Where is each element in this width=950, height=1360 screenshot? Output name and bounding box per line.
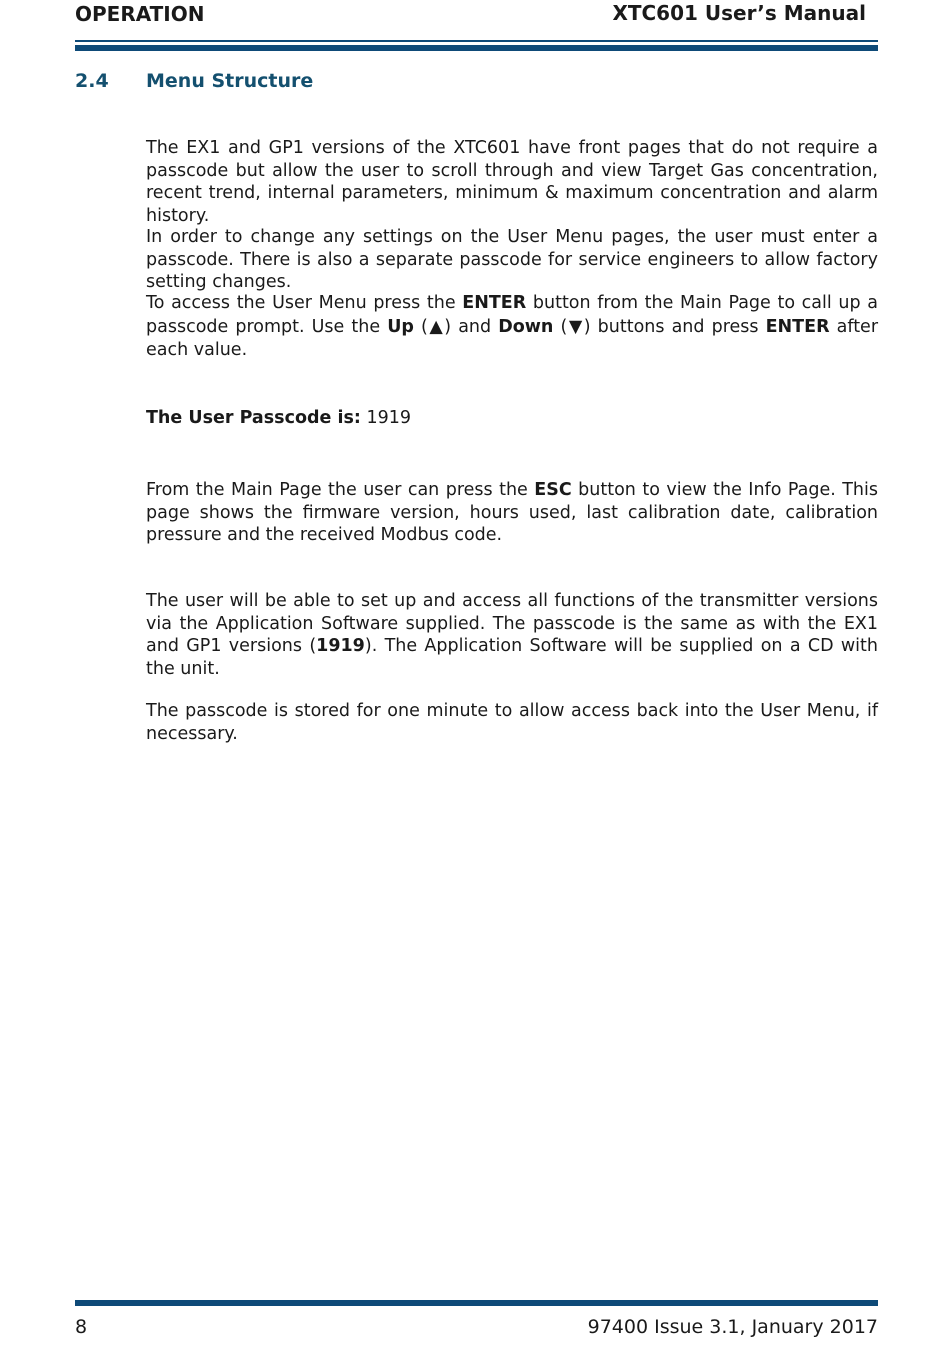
text-run: (▲) and	[413, 316, 499, 337]
header-rule-thin	[75, 40, 878, 42]
text-run: button to view the Info Page. This page shows the firmware version, hours used, last calibration date, calibration pressure and the received Modbus code.	[146, 480, 879, 545]
text-run: ). The Application Software will be supplied on a CD with the unit.	[146, 636, 878, 679]
text-run: From the Main Page the user can press the	[146, 480, 535, 500]
header-rule-thick	[75, 45, 878, 51]
footer-rule	[75, 1300, 878, 1306]
text-run: To access the User Menu press the	[146, 293, 463, 313]
paragraph-application-software	[146, 590, 878, 680]
paragraph-access-user-menu	[146, 292, 878, 363]
user-passcode-value: 1919	[366, 408, 411, 428]
user-passcode-label: The User Passcode is:	[146, 408, 361, 428]
paragraph-user-menu-passcode: In order to change any settings on the User Menu pages, the user must enter a passcode. There is also a separate passcode for service engineers to allow factory setting changes.	[146, 227, 878, 292]
footer-issue: 97400 Issue 3.1, January 2017	[587, 1316, 878, 1338]
header-manual-title: XTC601 User’s Manual	[612, 1, 866, 25]
paragraph-info-page	[146, 479, 878, 547]
section-number: 2.4	[75, 70, 109, 92]
esc-button-ref: ESC	[534, 480, 572, 500]
paragraph-passcode-stored: The passcode is stored for one minute to allow access back into the User Menu, if necessary.	[146, 701, 878, 744]
text-run: after each value.	[146, 316, 879, 360]
down-button-ref: Down	[498, 316, 554, 337]
footer-page-number: 8	[75, 1316, 88, 1338]
header-section-name: OPERATION	[75, 2, 205, 26]
paragraph-front-pages: The EX1 and GP1 versions of the XTC601 have front pages that do not require a passcode but allow the user to scroll through and view Target Gas concentration, recent trend, internal parameters, minimum & maximum concentration and alarm history.	[146, 138, 878, 226]
up-button-ref: Up	[387, 316, 414, 337]
user-passcode-line	[146, 408, 411, 428]
passcode-ref: 1919	[316, 636, 365, 656]
section-title: Menu Structure	[146, 70, 314, 92]
enter-button-ref: ENTER	[765, 316, 830, 337]
text-run: The user will be able to set up and access all functions of the transmitter versions via the Application Software supplied. The passcode is the same as with the EX1 and GP1 versions (	[146, 591, 878, 656]
enter-button-ref: ENTER	[462, 293, 527, 313]
text-run: button from the Main Page to call up a passcode prompt. Use the	[146, 293, 878, 337]
text-run: (▼) buttons and press	[553, 316, 766, 337]
